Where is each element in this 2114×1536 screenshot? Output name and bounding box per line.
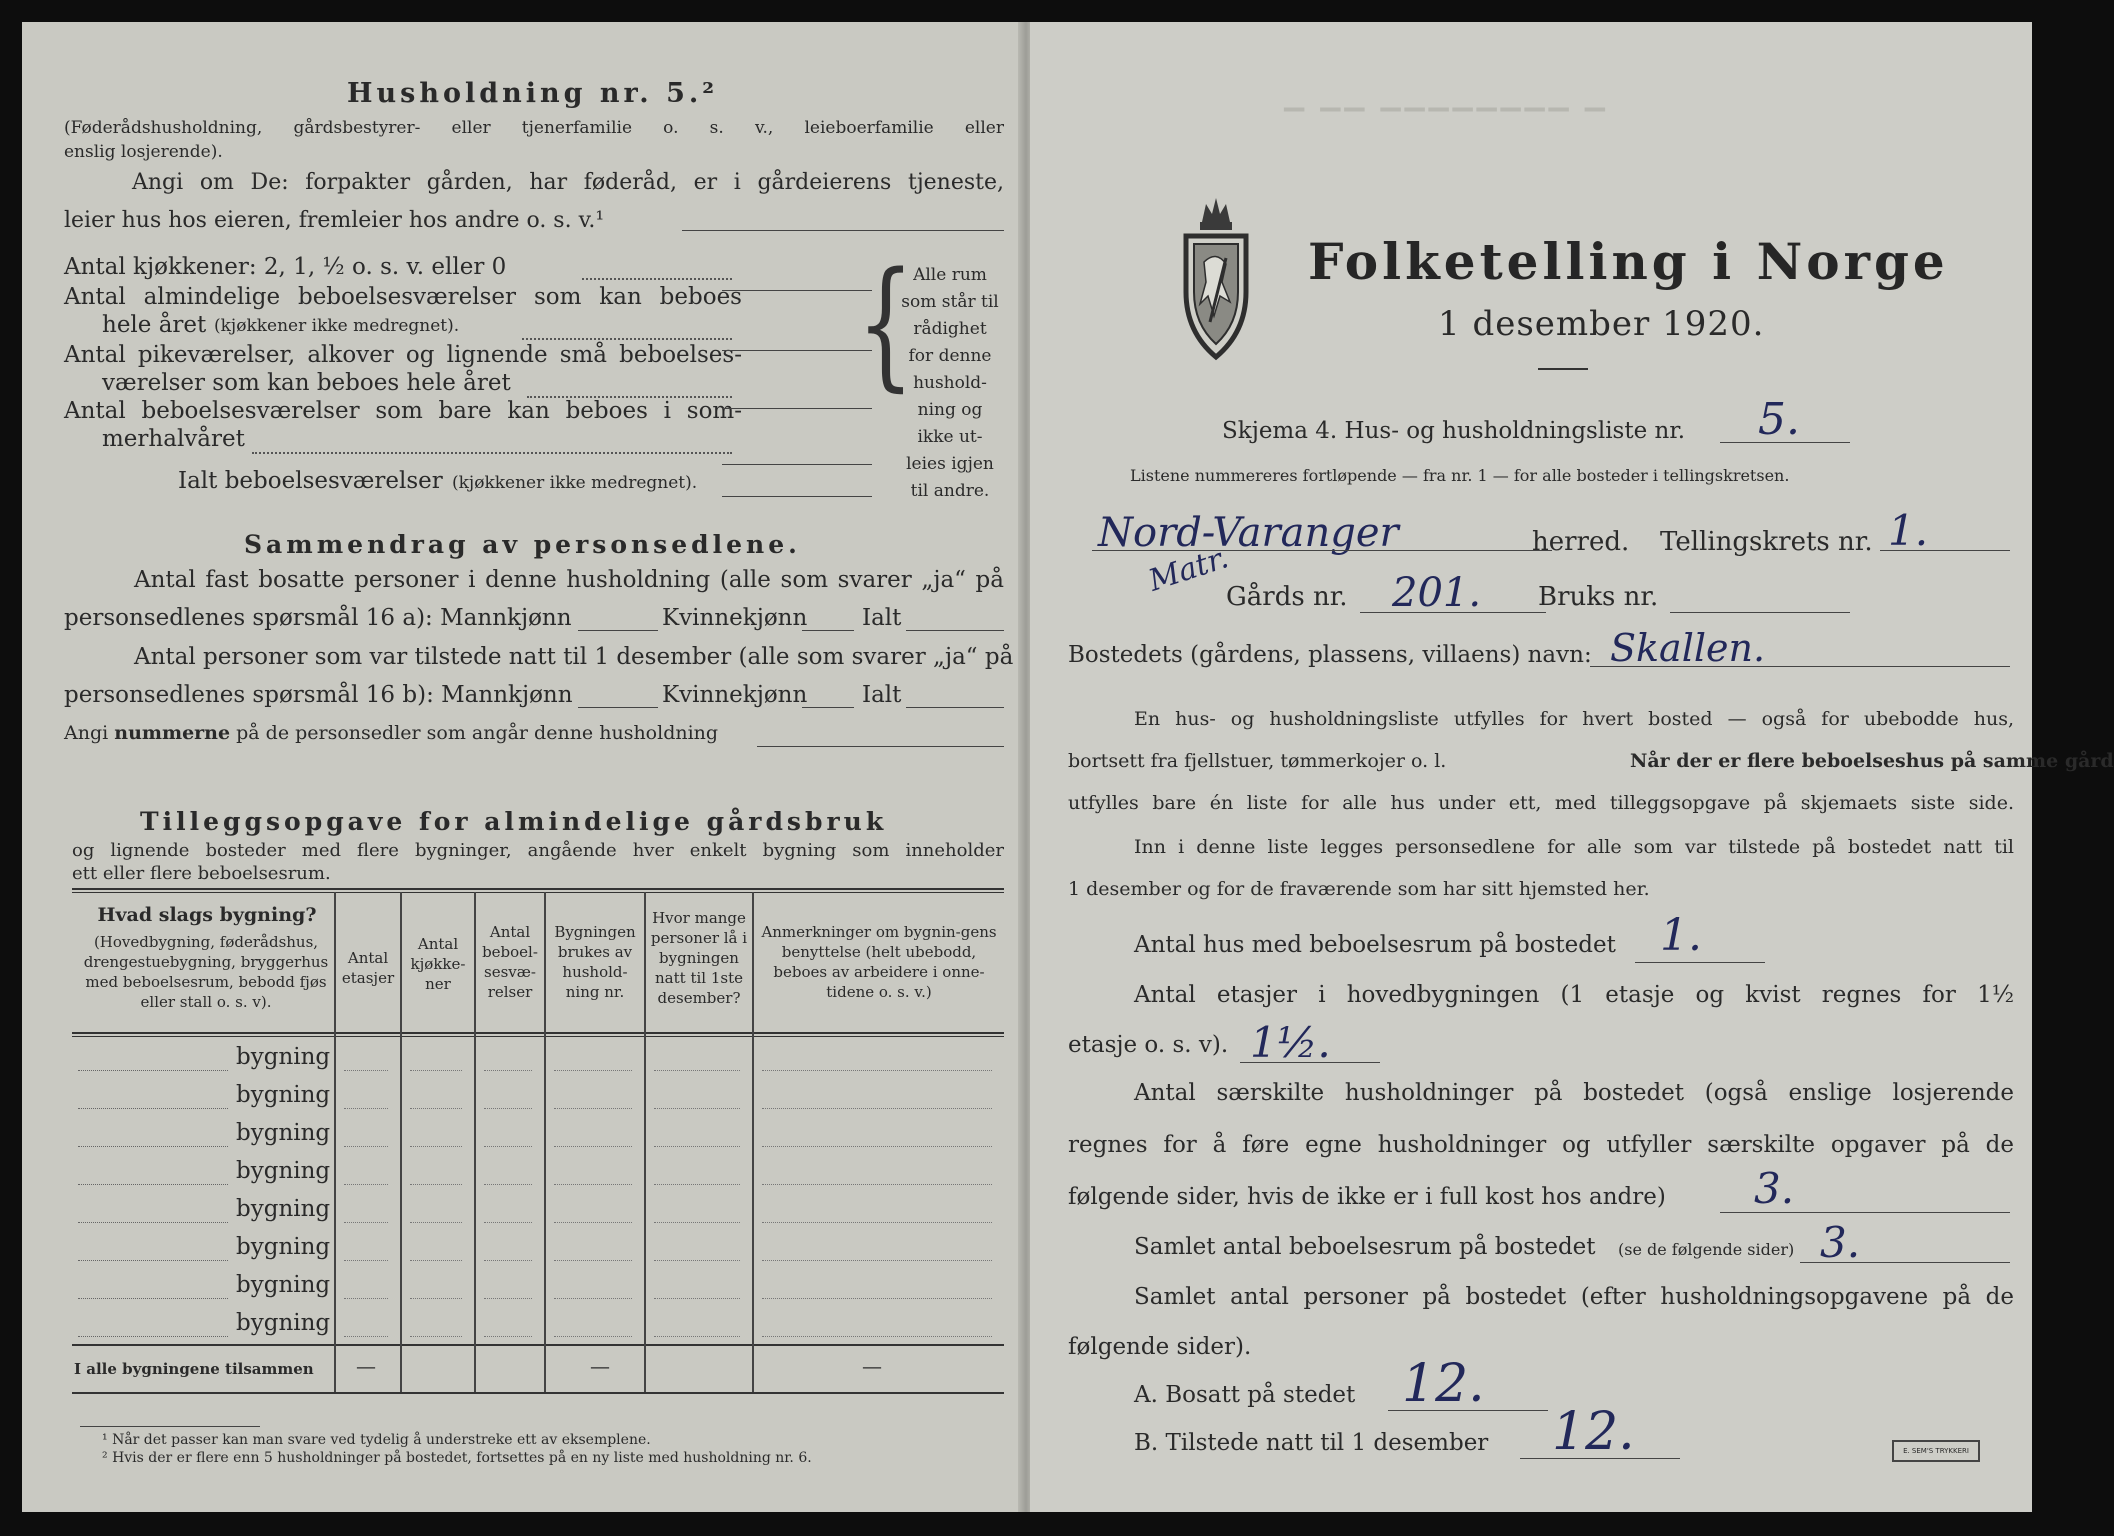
fixed-total-label: Ialt	[862, 605, 902, 631]
side-note-line: ikke ut-	[917, 427, 983, 447]
ordinary-rooms-note: (kjøkkener ikke medregnet).	[214, 316, 460, 336]
side-note-line: som står til	[901, 292, 999, 312]
household-title: Husholdning nr. 5.²	[347, 78, 719, 109]
building-cell-dots	[762, 1070, 992, 1071]
table-bottom-rule	[72, 1392, 1004, 1394]
building-cell-dots	[344, 1108, 388, 1109]
persons-line-1: Samlet antal personer på bostedet (efter husholdningsopgavene på de	[1134, 1284, 2014, 1310]
census-title: Folketelling i Norge	[1308, 232, 1949, 291]
households-line-3: følgende sider, hvis de ikke er i full kost hos andre)	[1068, 1184, 1666, 1210]
building-cell-dots	[410, 1260, 462, 1261]
building-cell-dots	[554, 1260, 632, 1261]
table-header-rule	[72, 1036, 1004, 1037]
ordinary-rooms-line-1: Antal almindelige beboelsesværelser som kan beboes	[64, 284, 742, 310]
col-persons-header: Hvor mange personer lå i bygningen natt til 1ste desember?	[650, 909, 748, 1007]
households-value: 3.	[1754, 1164, 1795, 1213]
table-total-label: I alle bygningene tilsammen	[74, 1360, 314, 1378]
building-cell-dots	[762, 1336, 992, 1337]
total-remarks-dash: —	[862, 1354, 882, 1378]
total-floors-dash: —	[356, 1354, 376, 1378]
building-cell-dots	[410, 1298, 462, 1299]
fixed-total-line	[906, 630, 1004, 631]
bruks-line	[1670, 612, 1850, 613]
household-intro-line-2: enslig losjerende).	[64, 142, 223, 162]
col-building-sub: (Hovedbygning, føderådshus, drengestuebygning, bryggerhus med beboelsesrum, bebodd fjøs eller stall o. s. v).	[83, 933, 329, 1011]
fixed-female-line	[802, 630, 854, 631]
building-cell-dots	[554, 1146, 632, 1147]
building-cell-dots	[484, 1184, 532, 1185]
farm-intro-line-2: ett eller flere beboelsesrum.	[72, 863, 331, 884]
building-cell-dots	[344, 1146, 388, 1147]
rooms-brace: {	[857, 242, 915, 406]
building-cell-dots	[554, 1070, 632, 1071]
building-cell-dots	[762, 1184, 992, 1185]
floors-value: 1½.	[1250, 1018, 1331, 1067]
building-name-dots	[78, 1184, 228, 1185]
left-page	[22, 22, 1022, 1512]
building-cell-dots	[484, 1108, 532, 1109]
krets-label: Tellingskrets nr.	[1660, 527, 1873, 557]
numbers-bold: nummerne	[114, 722, 231, 744]
present-female-line	[802, 707, 854, 708]
building-cell-dots	[484, 1336, 532, 1337]
total-rooms-label: Ialt beboelsesværelser	[178, 468, 443, 494]
present-label: B. Tilstede natt til 1 desember	[1134, 1430, 1489, 1456]
building-row-label: bygning	[236, 1082, 331, 1108]
floors-line-2: etasje o. s. v).	[1068, 1032, 1229, 1058]
building-cell-dots	[762, 1222, 992, 1223]
schema-value: 5.	[1758, 394, 1800, 445]
building-row-label: bygning	[236, 1044, 331, 1070]
present-value: 12.	[1552, 1402, 1635, 1462]
bosted-value: Skallen.	[1610, 626, 1766, 670]
building-cell-dots	[344, 1184, 388, 1185]
present-total-label: Ialt	[862, 682, 902, 708]
gards-value: 201.	[1392, 570, 1482, 616]
right-page	[1030, 22, 2114, 1512]
gards-label: Gårds nr.	[1226, 582, 1348, 612]
kitchens-answer-line	[722, 290, 872, 291]
building-cell-dots	[344, 1070, 388, 1071]
rooms-total-value: 3.	[1820, 1218, 1861, 1267]
ordinary-rooms-dots	[522, 338, 732, 340]
building-cell-dots	[762, 1298, 992, 1299]
summary-title: Sammendrag av personsedlene.	[244, 530, 801, 559]
households-line-2: regnes for å føre egne husholdninger og utfyller særskilte opgaver på de	[1068, 1132, 2014, 1158]
schema-label: Skjema 4. Hus- og husholdningsliste nr.	[1222, 418, 1686, 444]
fixed-female-label: Kvinnekjønn	[662, 605, 808, 631]
building-row-label: bygning	[236, 1196, 331, 1222]
resident-label: A. Bosatt på stedet	[1134, 1382, 1356, 1408]
building-cell-dots	[484, 1070, 532, 1071]
herred-line	[1092, 550, 1552, 551]
building-cell-dots	[344, 1298, 388, 1299]
building-cell-dots	[654, 1070, 740, 1071]
houses-value: 1.	[1660, 910, 1702, 961]
building-cell-dots	[554, 1298, 632, 1299]
col-kitchens-header: Antal kjøkke-ner	[410, 935, 466, 993]
fixed-residents-line-1: Antal fast bosatte personer i denne husholdning (alle som svarer „ja“ på	[134, 567, 1004, 593]
side-note-line: for denne	[908, 346, 992, 366]
building-name-dots	[78, 1222, 228, 1223]
side-note-line: rådighet	[913, 319, 987, 339]
census-date: 1 desember 1920.	[1438, 304, 1765, 344]
building-name-dots	[78, 1260, 228, 1261]
building-cell-dots	[554, 1222, 632, 1223]
kitchens-label: Antal kjøkkener: 2, 1, ½ o. s. v. eller 0	[64, 254, 507, 280]
building-cell-dots	[762, 1146, 992, 1147]
info-line-5: 1 desember og for de fraværende som har sitt hjemsted her.	[1068, 878, 1650, 900]
building-cell-dots	[654, 1222, 740, 1223]
building-cell-dots	[484, 1146, 532, 1147]
col-remarks-header: Anmerkninger om bygnin-gens benyttelse (helt ubebodd, beboes av arbeidere i onne-tidene o. s. v.)	[761, 923, 997, 1001]
persons-line-2: følgende sider).	[1068, 1334, 1252, 1360]
household-intro-line-1: (Føderådshusholdning, gårdsbestyrer- eller tjenerfamilie o. s. v., leieboerfamilie eller	[64, 118, 1004, 138]
show-through-text: ▁ ▁▁▁▁▁▁▁▁ ▁▁ ▁	[1280, 82, 1605, 112]
bosted-label: Bostedets (gårdens, plassens, villaens) navn:	[1068, 642, 1592, 668]
numbers-suffix: på de personsedler som angår denne husholdning	[236, 722, 719, 744]
info-line-1: En hus- og husholdningsliste utfylles for hvert bosted — også for ubebodde hus,	[1134, 708, 2014, 730]
total-rooms-line	[722, 496, 872, 497]
table-header-rule	[72, 1032, 1004, 1034]
building-cell-dots	[410, 1184, 462, 1185]
total-household-dash: —	[590, 1354, 610, 1378]
farm-intro-line-1: og lignende bosteder med flere bygninger, angående hver enkelt bygning som inneholder	[72, 840, 1004, 861]
krets-value: 1.	[1888, 506, 1929, 555]
houses-label: Antal hus med beboelsesrum på bostedet	[1134, 932, 1616, 958]
col-floors-header: Antal etasjer	[341, 949, 395, 987]
building-row-label: bygning	[236, 1120, 331, 1146]
ordinary-rooms-line-2: hele året	[102, 312, 207, 338]
building-name-dots	[78, 1070, 228, 1071]
present-persons-line-1: Antal personer som var tilstede natt til 1 desember (alle som svarer „ja“ på	[134, 644, 1014, 670]
households-line-1: Antal særskilte husholdninger på bostedet (også enslige losjerende	[1134, 1080, 2014, 1106]
side-note-line: hushold-	[913, 373, 987, 393]
building-cell-dots	[654, 1298, 740, 1299]
building-name-dots	[78, 1336, 228, 1337]
present-male-line	[578, 707, 658, 708]
fixed-male-line	[578, 630, 658, 631]
summer-answer-line	[722, 464, 872, 465]
summer-rooms-line-1: Antal beboelsesværelser som bare kan beboes i som-	[64, 398, 742, 424]
building-cell-dots	[344, 1260, 388, 1261]
angi-answer-line	[682, 230, 1004, 231]
resident-value: 12.	[1402, 1354, 1485, 1414]
building-cell-dots	[344, 1336, 388, 1337]
present-female-label: Kvinnekjønn	[662, 682, 808, 708]
building-cell-dots	[410, 1336, 462, 1337]
col-household-header: Bygningen brukes av hushold-ning nr.	[554, 923, 636, 1001]
building-cell-dots	[554, 1336, 632, 1337]
building-cell-dots	[654, 1336, 740, 1337]
building-cell-dots	[554, 1184, 632, 1185]
building-cell-dots	[484, 1260, 532, 1261]
building-row-label: bygning	[236, 1234, 331, 1260]
building-cell-dots	[344, 1222, 388, 1223]
herred-value: Nord-Varanger	[1098, 510, 1399, 556]
table-total-rule	[72, 1344, 1004, 1346]
building-name-dots	[78, 1146, 228, 1147]
info-line-4: Inn i denne liste legges personsedlene for alle som var tilstede på bostedet natt til	[1134, 836, 2014, 858]
table-top-rule	[72, 892, 1004, 893]
info-line-2: bortsett fra fjellstuer, tømmerkojer o. l.	[1068, 750, 1447, 772]
ordinary-answer-line	[722, 350, 872, 351]
building-row-label: bygning	[236, 1310, 331, 1336]
bruks-label: Bruks nr.	[1538, 582, 1659, 612]
numbers-line	[64, 722, 718, 744]
maid-answer-line	[722, 408, 872, 409]
side-note-line: ning og	[917, 400, 983, 420]
col-rooms-header: Antal beboel-sesvæ-relser	[482, 923, 538, 1001]
total-rooms-note: (kjøkkener ikke medregnet).	[452, 473, 698, 493]
building-cell-dots	[410, 1108, 462, 1109]
building-name-dots	[78, 1108, 228, 1109]
numbers-prefix: Angi	[64, 722, 109, 744]
info-line-3: utfylles bare én liste for alle hus under ett, med tilleggsopgave på skjemaets siste side.	[1068, 792, 2014, 814]
building-row-label: bygning	[236, 1158, 331, 1184]
houses-line	[1635, 962, 1765, 963]
fixed-residents-label: personsedlenes spørsmål 16 a): Mannkjønn	[64, 605, 572, 631]
building-cell-dots	[554, 1108, 632, 1109]
building-cell-dots	[654, 1184, 740, 1185]
present-total-line	[906, 707, 1004, 708]
summer-rooms-line-2: merhalvåret	[102, 426, 245, 452]
maid-rooms-line-2: værelser som kan beboes hele året	[102, 370, 511, 396]
side-note-line: Alle rum	[913, 265, 987, 285]
building-cell-dots	[410, 1070, 462, 1071]
building-row-label: bygning	[236, 1272, 331, 1298]
footnote-rule	[80, 1426, 260, 1427]
farm-title: Tilleggsopgave for almindelige gårdsbruk	[140, 807, 888, 836]
summer-rooms-dots	[252, 452, 732, 454]
building-cell-dots	[410, 1146, 462, 1147]
title-divider	[1538, 368, 1588, 370]
building-cell-dots	[654, 1260, 740, 1261]
building-name-dots	[78, 1298, 228, 1299]
rooms-total-label: Samlet antal beboelsesrum på bostedet	[1134, 1234, 1596, 1260]
building-cell-dots	[484, 1298, 532, 1299]
numbering-note: Listene nummereres fortløpende — fra nr. 1 — for alle bosteder i tellingskretsen.	[1130, 466, 1790, 485]
info-line-2b: Når der er flere beboelseshus på samme gård	[1630, 750, 2114, 772]
kitchens-dots	[582, 278, 732, 280]
table-top-rule	[72, 888, 1004, 890]
maid-rooms-line-1: Antal pikeværelser, alkover og lignende små beboelses-	[64, 342, 742, 368]
rooms-total-note: (se de følgende sider)	[1618, 1240, 1795, 1259]
matr-annotation: Matr.	[1144, 540, 1233, 599]
floors-line-1: Antal etasjer i hovedbygningen (1 etasje og kvist regnes for 1½	[1134, 982, 2014, 1008]
building-cell-dots	[762, 1108, 992, 1109]
col-building-title: Hvad slags bygning?	[97, 904, 317, 926]
side-note-line: til andre.	[910, 481, 990, 501]
building-cell-dots	[484, 1222, 532, 1223]
angi-line-1: Angi om De: forpakter gården, har føderåd, er i gårdeierens tjeneste,	[132, 170, 1004, 195]
building-cell-dots	[654, 1146, 740, 1147]
footnote-1: ¹ Når det passer kan man svare ved tydelig å understreke ett av eksemplene.	[102, 1432, 651, 1448]
building-cell-dots	[762, 1260, 992, 1261]
footnote-2: ² Hvis der er flere enn 5 husholdninger på bostedet, fortsettes på en ny liste med husholdning nr. 6.	[102, 1450, 812, 1466]
building-cell-dots	[410, 1222, 462, 1223]
angi-line-2: leier hus hos eieren, fremleier hos andre o. s. v.¹	[64, 208, 605, 233]
printer-stamp: E. SEM'S TRYKKERI	[1892, 1440, 1980, 1462]
herred-label: herred.	[1532, 527, 1630, 557]
numbers-answer-line	[757, 746, 1004, 747]
rooms-side-note	[890, 262, 1010, 505]
present-persons-label: personsedlenes spørsmål 16 b): Mannkjønn	[64, 682, 573, 708]
norway-coat-of-arms-icon	[1180, 192, 1252, 367]
building-cell-dots	[654, 1108, 740, 1109]
side-note-line: leies igjen	[906, 454, 994, 474]
